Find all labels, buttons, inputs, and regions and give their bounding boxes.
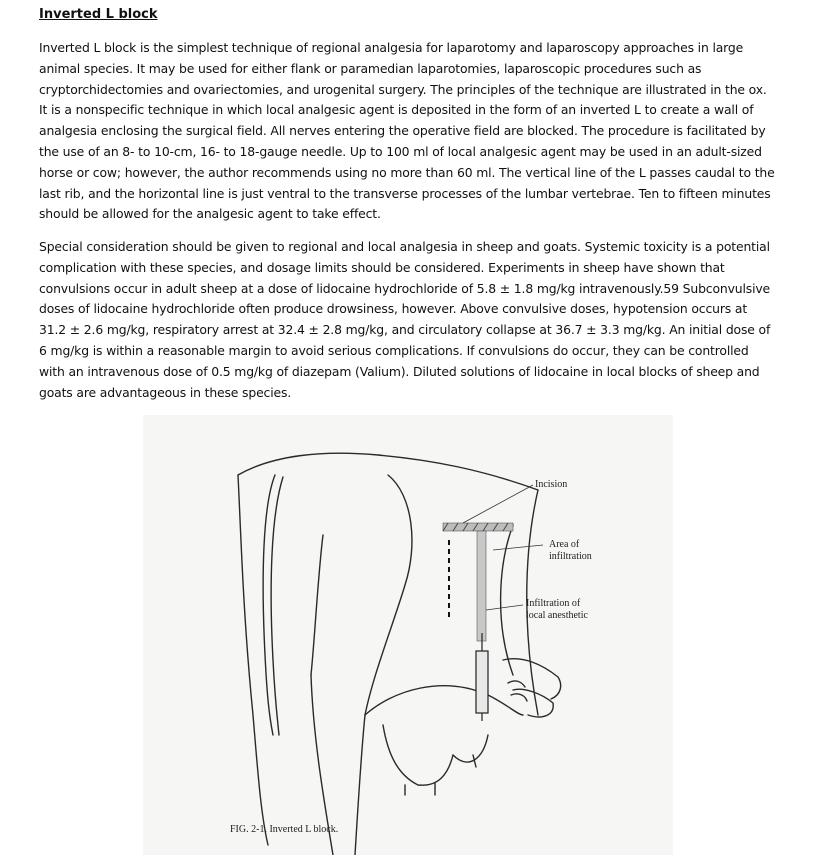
section-heading: Inverted L block	[39, 7, 158, 22]
paragraph-sheep-goats: Special consideration should be given to regional and local analgesia in sheep and goats. Systemic toxicity is a potential complication with these species, and dosage limits should be considered. Experiments in sheep have shown that convulsions occur in adult sheep at a dose of lidocaine hydrochloride of 5.8 ± 1.8 mg/kg intravenously.59 Subconvulsive doses of lidocaine hydrochloride often produce drowsiness, however. Above convulsive doses, hypotension occurs at 31.2 ± 2.6 mg/kg, respiratory arrest at 32.4 ± 2.8 mg/kg, and circulatory collapse at 36.7 ± 3.3 mg/kg. An initial dose of 6 mg/kg is within a reasonable margin to avoid serious complications. If convulsions do occur, they can be controlled with an intravenous dose of 0.5 mg/kg of diazepam (Valium). Diluted solutions of lidocaine in local blocks of sheep and goats are advantageous in these species.	[39, 239, 771, 400]
label-area-of-infiltration-line1: Area of	[549, 539, 580, 550]
figure-inverted-l-block	[143, 415, 673, 855]
paragraph-inverted-l-block: Inverted L block is the simplest technique of regional analgesia for laparotomy and laparoscopy approaches in large animal species. It may be used for either flank or paramedian laparotomies, laparoscopic procedures such as cryptorchidectomies and ovariectomies, and urogenital surgery. The principles of the technique are illustrated in the ox. It is a nonspecific technique in which local analgesic agent is deposited in the form of an inverted L to create a wall of analgesia enclosing the surgical field. All nerves entering the operative field are blocked. The procedure is facilitated by the use of an 8- to 10-cm, 16- to 18-gauge needle. Up to 100 ml of local analgesic agent may be used in an adult-sized horse or cow; however, the author recommends using no more than 60 ml. The vertical line of the L passes caudal to the last rib, and the horizontal line is just ventral to the transverse processes of the lumbar vertebrae. Ten to fifteen minutes should be allowed for the analgesic agent to take effect.	[39, 40, 775, 222]
label-area-of-infiltration-line2: infiltration	[549, 551, 592, 562]
label-infiltration-line1: Infiltration of	[526, 598, 581, 609]
ox-flank-illustration	[143, 415, 673, 855]
figure-caption: FIG. 2-1. Inverted L block.	[230, 824, 339, 835]
label-infiltration-line2: local anesthetic	[526, 610, 588, 621]
label-incision: Incision	[535, 479, 568, 490]
